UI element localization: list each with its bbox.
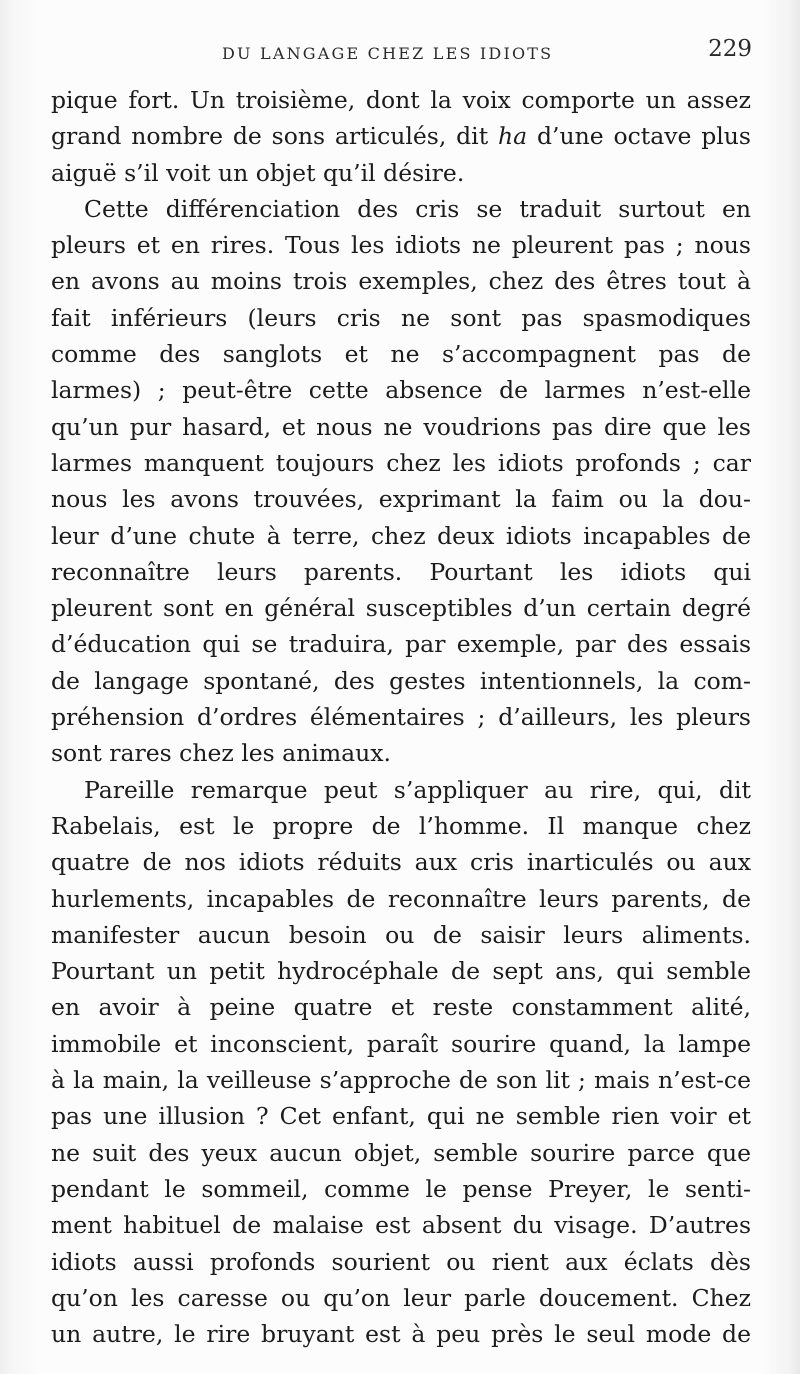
text-line: pique fort. Un troisième, dont la voix comporte un assez [51,86,751,114]
text-line: de langage spontané, des gestes intentionnels, la com- [51,666,751,695]
text-line: Pourtant un petit hydrocéphale de sept ans, qui semble [51,957,751,986]
text-line: hurlements, incapables de reconnaître leurs parents, de [51,884,751,913]
text-line: ne suit des yeux aucun objet, semble sourire parce que [51,1138,751,1167]
text-line: nous les avons trouvées, exprimant la faim ou la dou- [51,485,751,514]
text-line: en avoir à peine quatre et reste constamment alité, [51,993,751,1022]
text-line: pleurent sont en général susceptibles d’un certain degré [51,594,751,623]
text-line: fait inférieurs (leurs cris ne sont pas spasmodiques [51,303,751,332]
text-line: pendant le sommeil, comme le pense Preyer, le senti- [51,1174,751,1203]
text-line: reconnaître leurs parents. Pourtant les idiots qui [51,557,751,586]
italic-word: ha [497,122,528,151]
text-line: quatre de nos idiots réduits aux cris inarticulés ou aux [51,848,751,877]
text-line: aiguë s’il voit un objet qu’il désire. [51,158,465,187]
text-line: larmes) ; peut-être cette absence de larmes n’est-elle [51,376,751,405]
text-line: immobile et inconscient, paraît sourire quand, la lampe [51,1029,751,1058]
text-line: à la main, la veilleuse s’approche de son lit ; mais n’est-ce [51,1066,751,1095]
text-line: sont rares chez les animaux. [51,739,391,768]
text-line: idiots aussi profonds sourient ou rient aux éclats dès [51,1247,751,1276]
text-line: pas une illusion ? Cet enfant, qui ne semble rien voir et [51,1102,751,1131]
text-line: larmes manquent toujours chez les idiots profonds ; car [51,448,751,477]
text-line: en avons au moins trois exemples, chez des êtres tout à [51,267,751,296]
body-text [51,82,751,1352]
text-line: leur d’une chute à terre, chez deux idiots incapables de [51,521,751,550]
text-line: pleurs et en rires. Tous les idiots ne pleurent pas ; nous [51,231,751,260]
text-line: qu’un pur hasard, et nous ne voudrions pas dire que les [51,412,751,441]
text-line: Pareille remarque peut s’appliquer au rire, qui, dit [84,775,751,804]
text-line: manifester aucun besoin ou de saisir leurs aliments. [51,920,751,949]
text-line: un autre, le rire bruyant est à peu près le seul mode de [51,1320,751,1349]
text-line: d’éducation qui se traduira, par exemple, par des essais [51,630,751,659]
text-line: grand nombre de sons articulés, dit ha d’une octave plus [51,122,751,151]
text-line: comme des sanglots et ne s’accompagnent pas de [51,340,751,369]
text-line: Cette différenciation des cris se traduit surtout en [84,194,751,223]
text-line: Rabelais, est le propre de l’homme. Il manque chez [51,811,751,840]
text-line: ment habituel de malaise est absent du visage. D’autres [51,1211,751,1240]
page-number: 229 [708,36,752,62]
running-title: DU LANGAGE CHEZ LES IDIOTS [222,44,554,63]
text-line: préhension d’ordres élémentaires ; d’ailleurs, les pleurs [51,703,751,732]
text-line: qu’on les caresse ou qu’on leur parle doucement. Chez [51,1283,751,1312]
